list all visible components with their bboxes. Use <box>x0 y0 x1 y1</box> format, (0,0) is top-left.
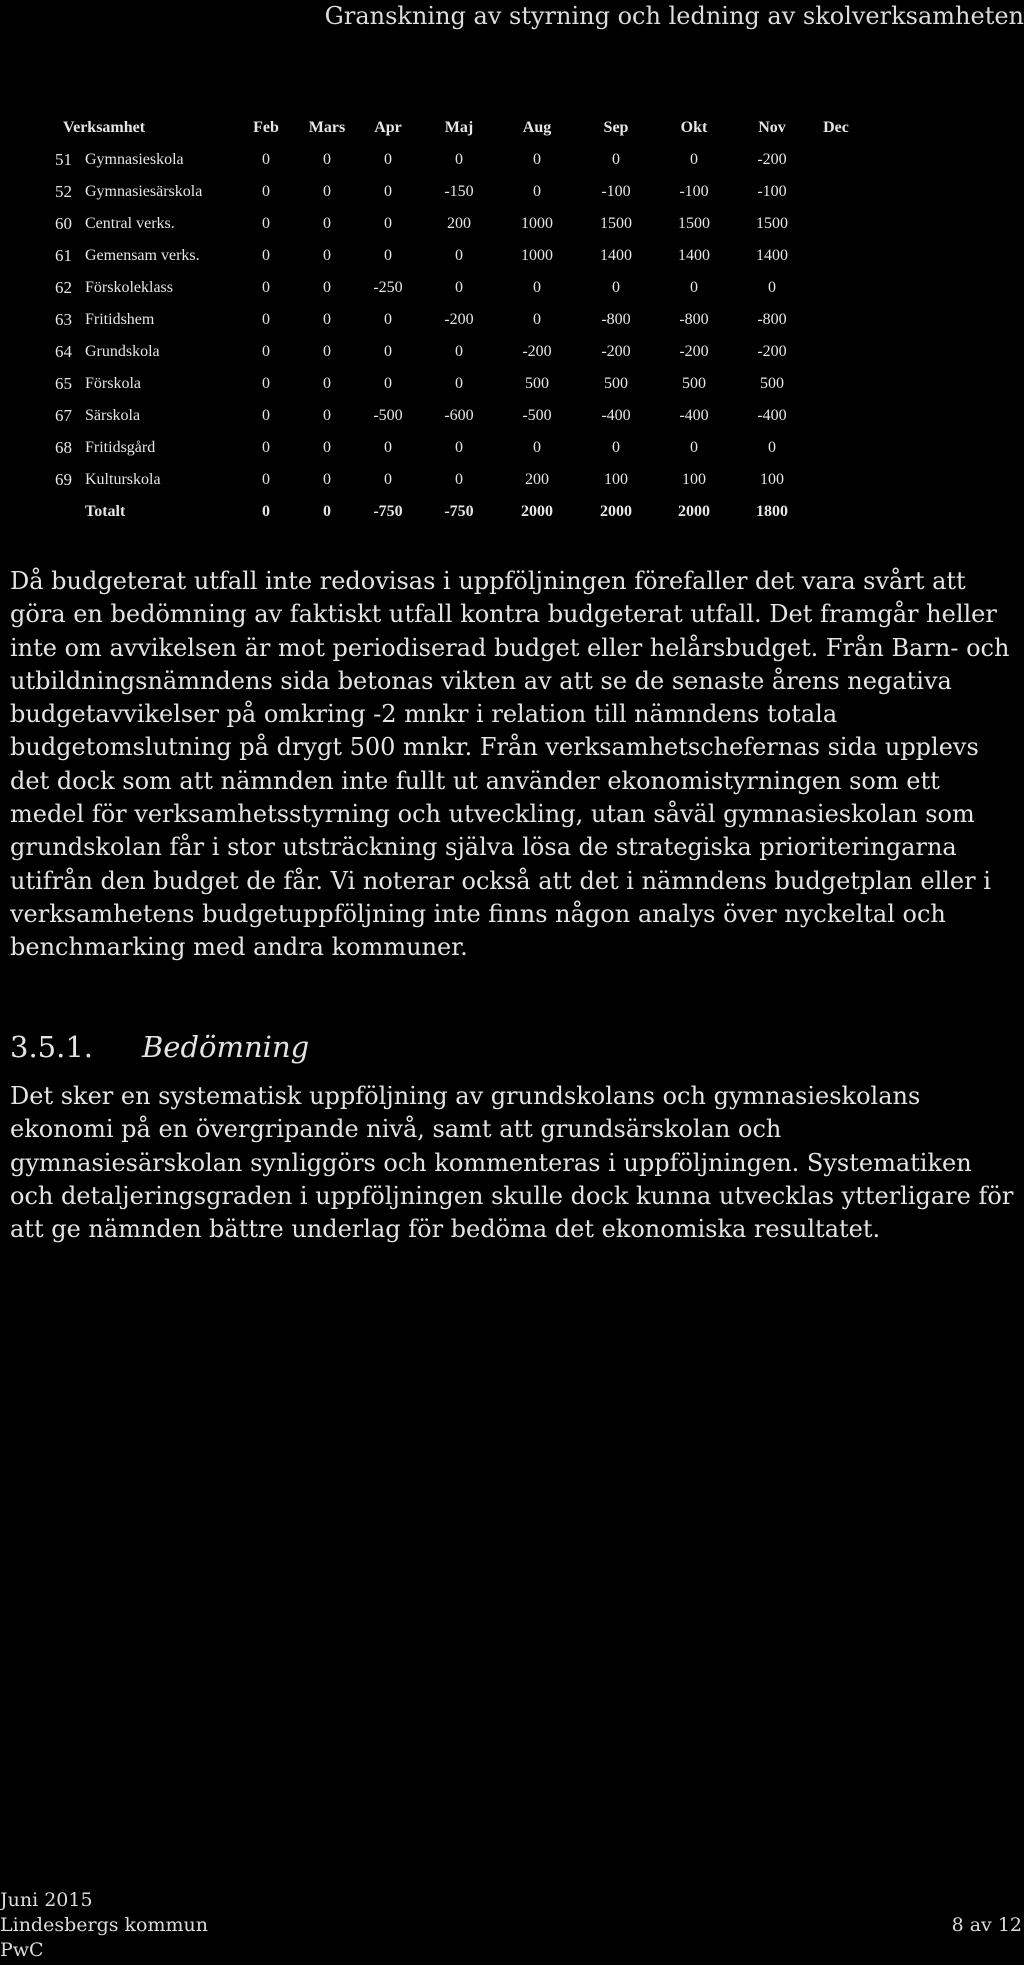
table-row <box>55 464 861 496</box>
cell-value: 0 <box>323 471 331 488</box>
column-header-okt: Okt <box>680 119 708 136</box>
cell-value: -200 <box>444 311 474 328</box>
cell-value: 0 <box>323 311 331 328</box>
cell-value: -100 <box>757 183 787 200</box>
cell-value <box>811 272 861 304</box>
footer-organization: Lindesbergs kommun <box>0 1914 208 1936</box>
cell-value: 0 <box>384 439 392 456</box>
cell-value: 500 <box>525 375 549 392</box>
cell-value: 500 <box>604 375 628 392</box>
cell-value: 0 <box>768 279 776 296</box>
cell-value: 1500 <box>600 215 632 232</box>
cell-value: 1500 <box>678 215 710 232</box>
footer-date: Juni 2015 <box>0 1889 93 1911</box>
cell-value: 0 <box>533 183 541 200</box>
cell-value <box>811 144 861 176</box>
footer <box>0 1888 208 1963</box>
column-header-apr: Apr <box>374 119 402 136</box>
cell-value: 0 <box>262 279 270 296</box>
cell-value: 0 <box>384 247 392 264</box>
cell-value: 200 <box>447 215 471 232</box>
table-row <box>55 208 861 240</box>
cell-value: 1800 <box>756 503 788 520</box>
row-number: 61 <box>55 246 72 265</box>
column-header-sep: Sep <box>603 119 629 136</box>
cell-value: -100 <box>679 183 709 200</box>
cell-value: 0 <box>323 247 331 264</box>
row-name: Gemensam verks. <box>85 247 200 264</box>
cell-value: 0 <box>323 503 331 520</box>
cell-value: 0 <box>262 503 270 520</box>
table-header-row <box>55 112 861 144</box>
cell-value: 0 <box>455 343 463 360</box>
table-row <box>55 400 861 432</box>
cell-value: -150 <box>444 183 474 200</box>
cell-value: -750 <box>444 503 474 520</box>
cell-value: -500 <box>373 407 403 424</box>
table-row <box>55 304 861 336</box>
cell-value: 0 <box>384 311 392 328</box>
table-row <box>55 272 861 304</box>
footer-company: PwC <box>0 1939 44 1961</box>
cell-value: 0 <box>262 311 270 328</box>
row-number: 51 <box>55 150 72 169</box>
cell-value: 0 <box>455 375 463 392</box>
column-header-feb: Feb <box>253 119 279 136</box>
cell-value: 0 <box>533 311 541 328</box>
row-name: Grundskola <box>85 343 160 360</box>
column-header-dec: Dec <box>823 119 849 136</box>
row-name: Kulturskola <box>85 471 161 488</box>
row-number: 63 <box>55 310 72 329</box>
column-header-aug: Aug <box>522 119 552 136</box>
cell-value <box>811 176 861 208</box>
cell-value: 0 <box>690 439 698 456</box>
cell-value: -400 <box>679 407 709 424</box>
cell-value: 0 <box>612 439 620 456</box>
cell-value: -600 <box>444 407 474 424</box>
cell-value: 0 <box>455 151 463 168</box>
cell-value: -200 <box>757 151 787 168</box>
cell-value: -400 <box>757 407 787 424</box>
cell-value: -750 <box>373 503 403 520</box>
column-header-maj: Maj <box>444 119 474 136</box>
row-name: Gymnasieskola <box>85 151 184 168</box>
paragraph-budget-analysis: Då budgeterat utfall inte redovisas i uppföljningen förefaller det vara svårt att göra en bedömning av faktiskt utfall kontra budgeterat utfall. Det framgår heller inte om avvikelsen är mot periodiserad budget eller helårsbudget. Från Barn- och utbildningsnämndens sida betonas vikten av att se de senaste årens negativa budgetavvikelser på omkring -2 mnkr i relation till nämndens totala budgetomslutning på drygt 500 mnkr. Från verksamhetschefernas sida upplevs det dock som att nämnden inte fullt ut använder ekonomistyrningen som ett medel för verksamhetsstyrning och utveckling, utan såväl gymnasieskolan som grundskolan får i stor utsträckning själva lösa de strategiska prioriteringarna utifrån den budget de får. Vi noterar också att det i nämndens budgetplan eller i verksamhetens budgetuppföljning inte finns någon analys över nyckeltal och benchmarking med andra kommuner. <box>10 567 1010 962</box>
cell-value: -250 <box>373 279 403 296</box>
cell-value: 0 <box>262 247 270 264</box>
cell-value: -100 <box>601 183 631 200</box>
cell-value <box>811 336 861 368</box>
cell-value: 0 <box>533 279 541 296</box>
section-heading <box>10 1030 309 1064</box>
cell-value: 1400 <box>678 247 710 264</box>
total-label: Totalt <box>85 503 126 520</box>
row-name: Gymnasiesärskola <box>85 183 203 200</box>
budget-deviation-table <box>55 112 861 528</box>
cell-value: 0 <box>384 151 392 168</box>
row-name: Särskola <box>85 407 141 424</box>
row-name: Fritidsgård <box>85 439 156 456</box>
cell-value: 0 <box>323 439 331 456</box>
cell-value: -800 <box>757 311 787 328</box>
row-number: 68 <box>55 438 72 457</box>
cell-value: 1500 <box>756 215 788 232</box>
cell-value: 2000 <box>678 503 710 520</box>
cell-value <box>811 240 861 272</box>
column-header-verksamhet: Verksamhet <box>63 119 146 136</box>
cell-value <box>811 464 861 496</box>
cell-value: 0 <box>323 215 331 232</box>
cell-value: 1000 <box>521 215 553 232</box>
row-name: Fritidshem <box>85 311 155 328</box>
cell-value <box>811 496 861 528</box>
cell-value: 0 <box>384 343 392 360</box>
cell-value: 0 <box>533 151 541 168</box>
cell-value: 0 <box>262 471 270 488</box>
cell-value <box>811 400 861 432</box>
cell-value: 500 <box>682 375 706 392</box>
cell-value: 0 <box>384 375 392 392</box>
cell-value: 1400 <box>600 247 632 264</box>
cell-value: 100 <box>682 471 706 488</box>
table-row <box>55 240 861 272</box>
cell-value: -200 <box>522 343 552 360</box>
cell-value: 0 <box>323 183 331 200</box>
cell-value: 0 <box>262 375 270 392</box>
cell-value <box>811 432 861 464</box>
cell-value: -200 <box>601 343 631 360</box>
cell-value: 0 <box>323 279 331 296</box>
cell-value: 0 <box>262 151 270 168</box>
cell-value: 1000 <box>521 247 553 264</box>
table-row <box>55 368 861 400</box>
row-number <box>55 496 85 528</box>
row-number: 69 <box>55 470 72 489</box>
section-title: Bedömning <box>142 1030 310 1064</box>
cell-value <box>811 304 861 336</box>
cell-value: 0 <box>323 407 331 424</box>
table-row <box>55 432 861 464</box>
cell-value: 0 <box>690 151 698 168</box>
cell-value: 200 <box>525 471 549 488</box>
cell-value: -800 <box>679 311 709 328</box>
table-row <box>55 144 861 176</box>
column-header-nov: Nov <box>758 119 786 136</box>
row-number: 62 <box>55 278 72 297</box>
row-name: Central verks. <box>85 215 175 232</box>
cell-value <box>811 208 861 240</box>
paragraph-assessment: Det sker en systematisk uppföljning av grundskolans och gymnasieskolans ekonomi på en övergripande nivå, samt att grundsärskolan och gymnasiesärskolan synliggörs och kommenteras i uppföljningen. Systematiken och detaljeringsgraden i uppföljningen skulle dock kunna utvecklas ytterligare för att ge nämnden bättre underlag för bedöma det ekonomiska resultatet. <box>10 1082 1014 1244</box>
cell-value: 0 <box>768 439 776 456</box>
table-row <box>55 336 861 368</box>
cell-value: 0 <box>262 215 270 232</box>
row-number: 65 <box>55 374 72 393</box>
cell-value: 0 <box>612 151 620 168</box>
cell-value: 0 <box>690 279 698 296</box>
row-number: 67 <box>55 406 72 425</box>
table-body <box>55 144 861 528</box>
cell-value: 0 <box>384 471 392 488</box>
cell-value: 100 <box>760 471 784 488</box>
cell-value: 0 <box>323 151 331 168</box>
cell-value: -400 <box>601 407 631 424</box>
cell-value: 0 <box>455 247 463 264</box>
cell-value: 0 <box>262 343 270 360</box>
cell-value: -800 <box>601 311 631 328</box>
cell-value: 0 <box>384 183 392 200</box>
page-number: 8 av 12 <box>951 1914 1022 1936</box>
cell-value: -200 <box>679 343 709 360</box>
cell-value: 0 <box>455 471 463 488</box>
running-header: Granskning av styrning och ledning av skolverksamheten <box>324 2 1024 30</box>
column-header-mars: Mars <box>308 119 346 136</box>
cell-value: 0 <box>262 439 270 456</box>
cell-value: -500 <box>522 407 552 424</box>
cell-value: -200 <box>757 343 787 360</box>
row-name: Förskoleklass <box>85 279 173 296</box>
cell-value: 2000 <box>600 503 632 520</box>
cell-value: 0 <box>612 279 620 296</box>
cell-value: 2000 <box>521 503 553 520</box>
cell-value: 0 <box>323 343 331 360</box>
cell-value: 0 <box>262 407 270 424</box>
row-number: 64 <box>55 342 72 361</box>
row-number: 52 <box>55 182 72 201</box>
cell-value: 500 <box>760 375 784 392</box>
section-number: 3.5.1. <box>10 1030 94 1064</box>
cell-value: 0 <box>384 215 392 232</box>
cell-value <box>811 368 861 400</box>
row-name: Förskola <box>85 375 141 392</box>
cell-value: 100 <box>604 471 628 488</box>
table-row <box>55 176 861 208</box>
cell-value: 1400 <box>756 247 788 264</box>
cell-value: 0 <box>262 183 270 200</box>
cell-value: 0 <box>455 439 463 456</box>
cell-value: 0 <box>455 279 463 296</box>
cell-value: 0 <box>323 375 331 392</box>
row-number: 60 <box>55 214 72 233</box>
cell-value: 0 <box>533 439 541 456</box>
table-total-row <box>55 496 861 528</box>
